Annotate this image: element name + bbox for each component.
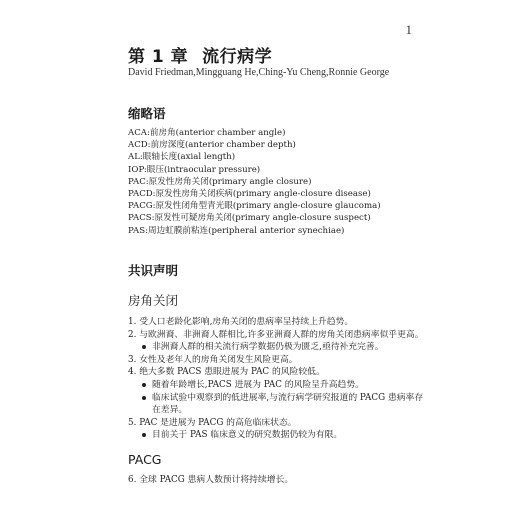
abbreviation-item: IOP:眼压(intraocular pressure) <box>128 164 261 175</box>
page-number: 1 <box>405 22 412 37</box>
abbreviation-item: PACG:原发性闭角型青光眼(primary angle-closure glaucoma) <box>128 201 381 212</box>
statement-item: 4. 绝大多数 PACS 患眼进展为 PAC 的风险较低。 <box>128 367 325 378</box>
statement-item: 1. 受人口老龄化影响,房角关闭的患病率呈持续上升趋势。 <box>128 317 354 327</box>
pacg-statements <box>128 474 428 487</box>
angle-closure-statements <box>128 316 428 442</box>
abbreviation-item: ACA:前房角(anterior chamber angle) <box>128 128 286 138</box>
statement-subitem: 临床试验中观察到的低进展率,与流行病学研究报道的 PACG 患病率存在差异。 <box>128 392 428 417</box>
abbreviation-item: PACD:原发性房角关闭疾病(primary angle-closure disease) <box>128 188 371 199</box>
abbreviations-heading: 缩略语 <box>128 106 166 121</box>
chapter-name: 流行病学 <box>202 47 273 67</box>
statement-item: 6. 全球 PACG 患病人数预计将持续增长。 <box>128 475 294 485</box>
consensus-heading: 共识声明 <box>128 263 179 278</box>
abbreviations-list <box>128 127 381 237</box>
statement-item: 3. 女性及老年人的房角关闭发生风险更高。 <box>128 354 298 365</box>
statement-subitem: 非洲裔人群的相关流行病学数据仍极为匮乏,亟待补充完善。 <box>128 341 428 354</box>
abbreviation-item: PAC:原发性房角关闭(primary angle closure) <box>128 176 312 187</box>
abbreviation-item: PACS:原发性可疑房角关闭(primary angle-closure suspect) <box>128 213 371 224</box>
pacg-heading: PACG <box>128 452 162 467</box>
chapter-authors: David Friedman,Mingguang He,Ching-Yu Cheng,Ronnie George <box>128 67 390 78</box>
angle-closure-heading: 房角关闭 <box>128 293 179 308</box>
abbreviation-item: ACD:前房深度(anterior chamber depth) <box>128 140 296 151</box>
statement-item: 5. PAC 是进展为 PACG 的高危临床状态。 <box>128 417 297 428</box>
chapter-title <box>128 42 272 67</box>
abbreviation-item: AL:眼轴长度(axial length) <box>128 152 236 163</box>
abbreviation-item: PAS:周边虹膜前粘连(peripheral anterior synechiae) <box>128 225 345 236</box>
statement-subitem: 随着年龄增长,PACS 进展为 PAC 的风险呈升高趋势。 <box>128 379 428 392</box>
statement-item: 2. 与欧洲裔、非洲裔人群相比,许多亚洲裔人群的房角关闭患病率似乎更高。 <box>128 329 424 340</box>
statement-subitem: 目前关于 PAS 临床意义的研究数据仍较为有限。 <box>128 429 428 442</box>
chapter-number: 第 1 章 <box>128 47 189 67</box>
